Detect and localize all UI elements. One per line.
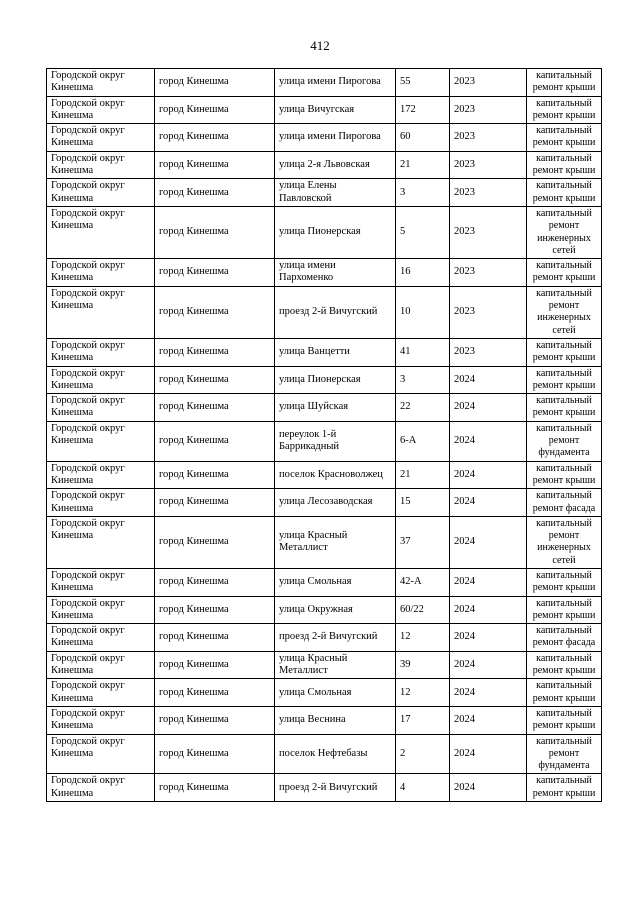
year-cell: 2023 (450, 151, 527, 179)
house-number-cell: 12 (396, 624, 450, 652)
table-row (47, 461, 602, 489)
house-number-cell: 2 (396, 734, 450, 774)
year-cell: 2024 (450, 461, 527, 489)
district-cell: Городской округ Кинешма (47, 489, 155, 517)
street-cell: улица Лесозаводская (275, 489, 396, 517)
table-row (47, 516, 602, 568)
street-cell: улица Ванцетти (275, 338, 396, 366)
year-cell: 2024 (450, 421, 527, 461)
work-type-cell: капитальный ремонт фасада (527, 624, 602, 652)
city-cell: город Кинешма (155, 421, 275, 461)
housing-repair-table (46, 68, 602, 802)
table-row (47, 706, 602, 734)
city-cell: город Кинешма (155, 366, 275, 394)
year-cell: 2024 (450, 516, 527, 568)
district-cell: Городской округ Кинешма (47, 179, 155, 207)
district-cell: Городской округ Кинешма (47, 734, 155, 774)
street-cell: улица имени Пархоменко (275, 259, 396, 287)
city-cell: город Кинешма (155, 394, 275, 422)
city-cell: город Кинешма (155, 706, 275, 734)
district-cell: Городской округ Кинешма (47, 286, 155, 338)
city-cell: город Кинешма (155, 286, 275, 338)
work-type-cell: капитальный ремонт инженерных сетей (527, 206, 602, 258)
house-number-cell: 6-А (396, 421, 450, 461)
year-cell: 2024 (450, 706, 527, 734)
work-type-cell: капитальный ремонт крыши (527, 568, 602, 596)
street-cell: улица Смольная (275, 679, 396, 707)
street-cell: проезд 2-й Вичугский (275, 286, 396, 338)
city-cell: город Кинешма (155, 259, 275, 287)
year-cell: 2023 (450, 69, 527, 97)
work-type-cell: капитальный ремонт крыши (527, 394, 602, 422)
city-cell: город Кинешма (155, 596, 275, 624)
street-cell: улица Шуйская (275, 394, 396, 422)
table-row (47, 651, 602, 679)
work-type-cell: капитальный ремонт фасада (527, 489, 602, 517)
work-type-cell: капитальный ремонт крыши (527, 679, 602, 707)
city-cell: город Кинешма (155, 679, 275, 707)
year-cell: 2024 (450, 596, 527, 624)
house-number-cell: 10 (396, 286, 450, 338)
house-number-cell: 22 (396, 394, 450, 422)
street-cell: поселок Красноволжец (275, 461, 396, 489)
house-number-cell: 37 (396, 516, 450, 568)
district-cell: Городской округ Кинешма (47, 651, 155, 679)
year-cell: 2023 (450, 286, 527, 338)
table-row (47, 206, 602, 258)
district-cell: Городской округ Кинешма (47, 568, 155, 596)
year-cell: 2024 (450, 734, 527, 774)
city-cell: город Кинешма (155, 338, 275, 366)
year-cell: 2023 (450, 124, 527, 152)
year-cell: 2024 (450, 624, 527, 652)
table-row (47, 489, 602, 517)
district-cell: Городской округ Кинешма (47, 338, 155, 366)
house-number-cell: 12 (396, 679, 450, 707)
year-cell: 2023 (450, 338, 527, 366)
work-type-cell: капитальный ремонт крыши (527, 151, 602, 179)
district-cell: Городской округ Кинешма (47, 461, 155, 489)
year-cell: 2024 (450, 774, 527, 802)
house-number-cell: 5 (396, 206, 450, 258)
table-row (47, 679, 602, 707)
table-row (47, 774, 602, 802)
house-number-cell: 15 (396, 489, 450, 517)
table-row (47, 96, 602, 124)
work-type-cell: капитальный ремонт крыши (527, 259, 602, 287)
street-cell: улица Пионерская (275, 366, 396, 394)
city-cell: город Кинешма (155, 516, 275, 568)
street-cell: улица Веснина (275, 706, 396, 734)
work-type-cell: капитальный ремонт крыши (527, 366, 602, 394)
district-cell: Городской округ Кинешма (47, 679, 155, 707)
district-cell: Городской округ Кинешма (47, 151, 155, 179)
street-cell: улица Окружная (275, 596, 396, 624)
work-type-cell: капитальный ремонт фундамента (527, 421, 602, 461)
table-row (47, 734, 602, 774)
house-number-cell: 60/22 (396, 596, 450, 624)
district-cell: Городской округ Кинешма (47, 774, 155, 802)
street-cell: улица Красный Металлист (275, 516, 396, 568)
city-cell: город Кинешма (155, 651, 275, 679)
house-number-cell: 39 (396, 651, 450, 679)
table-row (47, 338, 602, 366)
district-cell: Городской округ Кинешма (47, 96, 155, 124)
street-cell: проезд 2-й Вичугский (275, 774, 396, 802)
work-type-cell: капитальный ремонт крыши (527, 706, 602, 734)
house-number-cell: 55 (396, 69, 450, 97)
district-cell: Городской округ Кинешма (47, 706, 155, 734)
city-cell: город Кинешма (155, 96, 275, 124)
year-cell: 2023 (450, 259, 527, 287)
year-cell: 2024 (450, 366, 527, 394)
table-row (47, 124, 602, 152)
street-cell: улица Елены Павловской (275, 179, 396, 207)
street-cell: улица 2-я Львовская (275, 151, 396, 179)
work-type-cell: капитальный ремонт крыши (527, 179, 602, 207)
city-cell: город Кинешма (155, 774, 275, 802)
work-type-cell: капитальный ремонт крыши (527, 124, 602, 152)
table-row (47, 624, 602, 652)
street-cell: улица Вичугская (275, 96, 396, 124)
house-number-cell: 16 (396, 259, 450, 287)
work-type-cell: капитальный ремонт крыши (527, 338, 602, 366)
table-row (47, 568, 602, 596)
house-number-cell: 3 (396, 366, 450, 394)
street-cell: улица Красный Металлист (275, 651, 396, 679)
table-row (47, 596, 602, 624)
street-cell: улица имени Пирогова (275, 124, 396, 152)
house-number-cell: 42-А (396, 568, 450, 596)
work-type-cell: капитальный ремонт фундамента (527, 734, 602, 774)
year-cell: 2023 (450, 179, 527, 207)
work-type-cell: капитальный ремонт крыши (527, 96, 602, 124)
district-cell: Городской округ Кинешма (47, 516, 155, 568)
district-cell: Городской округ Кинешма (47, 366, 155, 394)
table-row (47, 69, 602, 97)
table-row (47, 179, 602, 207)
district-cell: Городской округ Кинешма (47, 206, 155, 258)
work-type-cell: капитальный ремонт крыши (527, 69, 602, 97)
house-number-cell: 17 (396, 706, 450, 734)
table-row (47, 286, 602, 338)
city-cell: город Кинешма (155, 124, 275, 152)
house-number-cell: 4 (396, 774, 450, 802)
city-cell: город Кинешма (155, 206, 275, 258)
year-cell: 2023 (450, 96, 527, 124)
table-row (47, 366, 602, 394)
street-cell: улица Пионерская (275, 206, 396, 258)
city-cell: город Кинешма (155, 151, 275, 179)
district-cell: Городской округ Кинешма (47, 624, 155, 652)
district-cell: Городской округ Кинешма (47, 421, 155, 461)
year-cell: 2024 (450, 394, 527, 422)
work-type-cell: капитальный ремонт крыши (527, 461, 602, 489)
city-cell: город Кинешма (155, 69, 275, 97)
work-type-cell: капитальный ремонт инженерных сетей (527, 286, 602, 338)
district-cell: Городской округ Кинешма (47, 394, 155, 422)
street-cell: улица Смольная (275, 568, 396, 596)
table-row (47, 394, 602, 422)
district-cell: Городской округ Кинешма (47, 259, 155, 287)
work-type-cell: капитальный ремонт инженерных сетей (527, 516, 602, 568)
house-number-cell: 41 (396, 338, 450, 366)
year-cell: 2024 (450, 679, 527, 707)
street-cell: поселок Нефтебазы (275, 734, 396, 774)
district-cell: Городской округ Кинешма (47, 69, 155, 97)
city-cell: город Кинешма (155, 461, 275, 489)
city-cell: город Кинешма (155, 489, 275, 517)
house-number-cell: 3 (396, 179, 450, 207)
work-type-cell: капитальный ремонт крыши (527, 774, 602, 802)
city-cell: город Кинешма (155, 624, 275, 652)
work-type-cell: капитальный ремонт крыши (527, 651, 602, 679)
house-number-cell: 172 (396, 96, 450, 124)
street-cell: переулок 1-й Баррикадный (275, 421, 396, 461)
city-cell: город Кинешма (155, 568, 275, 596)
work-type-cell: капитальный ремонт крыши (527, 596, 602, 624)
page-number: 412 (310, 38, 330, 53)
street-cell: улица имени Пирогова (275, 69, 396, 97)
year-cell: 2024 (450, 568, 527, 596)
table-row (47, 421, 602, 461)
year-cell: 2023 (450, 206, 527, 258)
city-cell: город Кинешма (155, 179, 275, 207)
house-number-cell: 21 (396, 461, 450, 489)
house-number-cell: 21 (396, 151, 450, 179)
house-number-cell: 60 (396, 124, 450, 152)
year-cell: 2024 (450, 651, 527, 679)
table-row (47, 151, 602, 179)
street-cell: проезд 2-й Вичугский (275, 624, 396, 652)
table-row (47, 259, 602, 287)
district-cell: Городской округ Кинешма (47, 124, 155, 152)
year-cell: 2024 (450, 489, 527, 517)
city-cell: город Кинешма (155, 734, 275, 774)
district-cell: Городской округ Кинешма (47, 596, 155, 624)
